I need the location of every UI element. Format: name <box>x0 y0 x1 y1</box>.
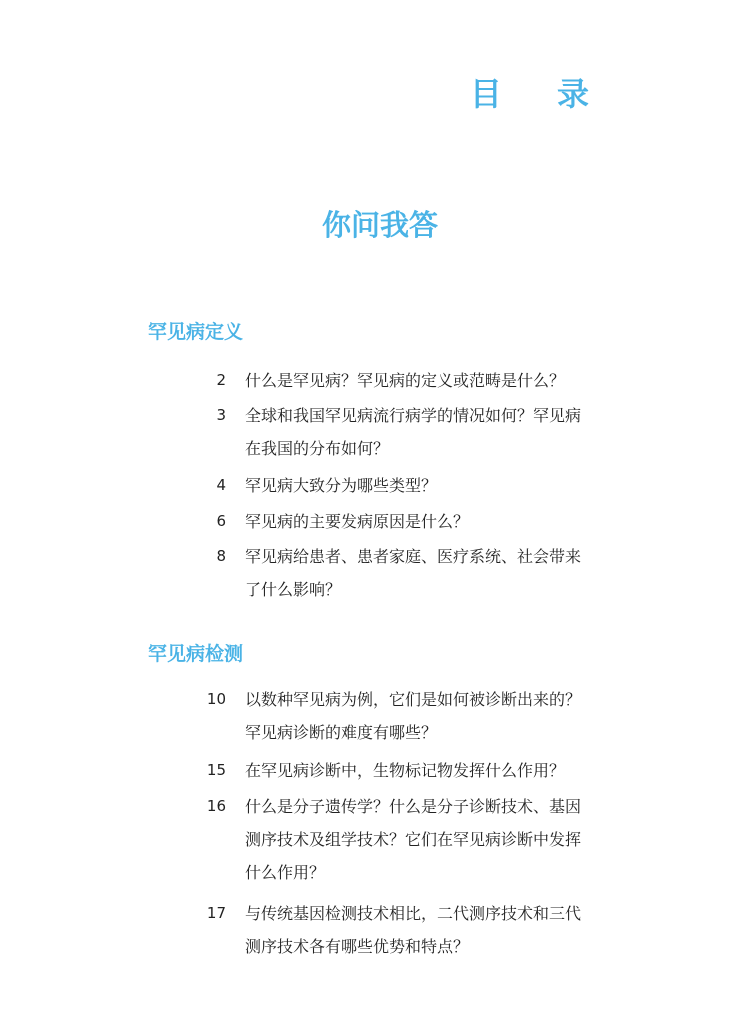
entry-line: 测序技术各有哪些优势和特点？ <box>245 937 470 956</box>
entry-text <box>245 790 615 889</box>
entry-line: 罕见病诊断的难度有哪些？ <box>245 723 438 742</box>
entry-text <box>245 683 615 749</box>
toc-heading: 目 录 <box>469 75 611 113</box>
entry-text <box>245 469 615 502</box>
category-title: 罕见病定义 <box>148 321 244 343</box>
entry-page-number: 16 <box>206 797 226 815</box>
entry-line: 在我国的分布如何？ <box>245 439 390 458</box>
entry-line: 什么是分子遗传学？什么是分子诊断技术、基因 <box>245 797 582 816</box>
entry-page-number: 15 <box>206 761 226 779</box>
entry-line: 罕见病的主要发病原因是什么？ <box>245 512 470 531</box>
category-title: 罕见病检测 <box>148 643 244 665</box>
entry-page-number: 6 <box>216 512 226 530</box>
section-title: 你问我答 <box>321 208 438 242</box>
entry-line: 罕见病给患者、患者家庭、医疗系统、社会带来 <box>245 547 582 566</box>
entry-line: 什么是罕见病？罕见病的定义或范畴是什么？ <box>245 371 566 390</box>
entry-line: 以数种罕见病为例，它们是如何被诊断出来的？ <box>245 690 582 709</box>
entry-line: 什么作用？ <box>245 863 326 882</box>
entry-line: 罕见病大致分为哪些类型？ <box>245 476 438 495</box>
entry-text <box>245 399 615 465</box>
entry-line: 在罕见病诊断中，生物标记物发挥什么作用？ <box>245 761 566 780</box>
entry-text <box>245 364 615 397</box>
entry-line: 全球和我国罕见病流行病学的情况如何？罕见病 <box>245 406 582 425</box>
entry-page-number: 8 <box>216 547 226 565</box>
entry-text <box>245 540 615 606</box>
entry-page-number: 3 <box>216 406 226 424</box>
entry-text <box>245 754 615 787</box>
entry-text <box>245 897 615 963</box>
entry-text <box>245 505 615 538</box>
entry-line: 与传统基因检测技术相比，二代测序技术和三代 <box>245 904 582 923</box>
entry-page-number: 4 <box>216 476 226 494</box>
entry-page-number: 10 <box>206 690 226 708</box>
entry-line: 了什么影响？ <box>245 580 342 599</box>
entry-page-number: 17 <box>206 904 226 922</box>
entry-page-number: 2 <box>216 371 226 389</box>
entry-line: 测序技术及组学技术？它们在罕见病诊断中发挥 <box>245 830 582 849</box>
